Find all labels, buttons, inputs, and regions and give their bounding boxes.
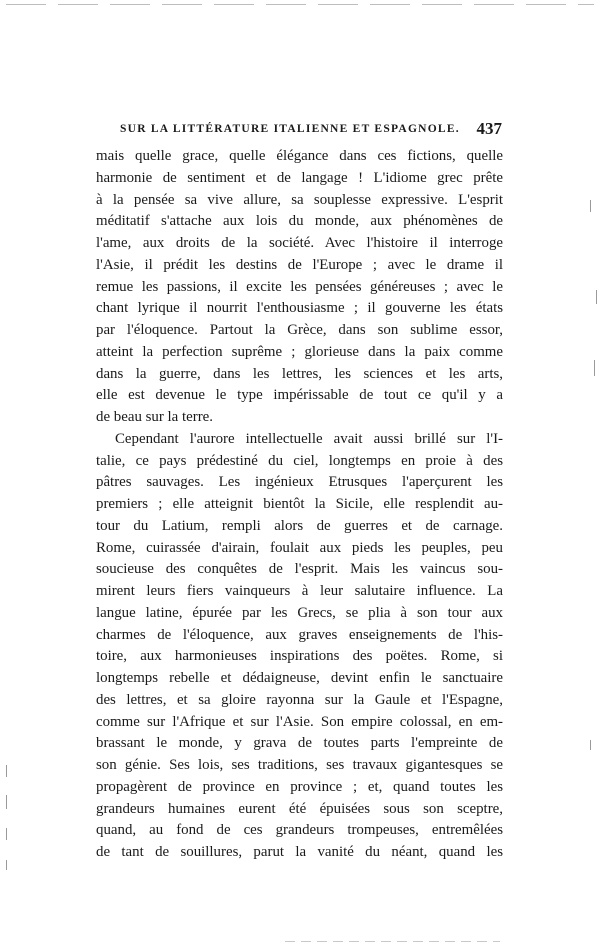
text-line: mais quelle grace, quelle élégance dans ces fictions, quelle xyxy=(96,148,503,164)
margin-mark xyxy=(6,828,7,840)
text-line: son génie. Ses lois, ses traditions, ses travaux gigantesques se xyxy=(96,757,503,773)
text-line: soucieuse des conquêtes de l'esprit. Mais les vaincus sou- xyxy=(96,561,503,578)
page-number: 437 xyxy=(476,119,502,138)
margin-mark xyxy=(6,765,7,777)
text-line: langue latine, épurée par les Grecs, se plia à son tour aux xyxy=(96,604,503,621)
text-line: charmes de l'éloquence, aux graves enseignements de l'his- xyxy=(96,626,503,643)
paragraph xyxy=(96,429,503,864)
text-line: l'ame, aux droits de la société. Avec l'histoire il interroge xyxy=(96,235,503,251)
margin-mark xyxy=(6,795,7,809)
margin-mark xyxy=(596,290,597,304)
text-line: premiers ; elle atteignit bientôt la Sicile, elle resplendit au- xyxy=(96,496,503,512)
text-line: remue les passions, il excite les pensées généreuses ; avec le xyxy=(96,278,503,295)
text-line: de beau sur la terre. xyxy=(96,409,213,425)
text-line: atteint la perfection suprême ; glorieuse dans la paix comme xyxy=(96,343,503,360)
text-line: harmonie de sentiment et de langage ! L'idiome grec prête xyxy=(96,169,503,186)
text-line: des lettres, et sa gloire rayonna sur la Gaule et l'Espagne, xyxy=(96,691,503,708)
text-line: toire, aux harmonieuses inspirations des poëtes. Rome, si xyxy=(96,648,503,665)
text-line: par l'éloquence. Partout la Grèce, dans son sublime essor, xyxy=(96,322,503,338)
margin-mark xyxy=(590,740,591,750)
text-line: tour du Latium, rempli alors de guerres et de carnage. xyxy=(96,517,503,534)
text-line: l'Asie, il prédit les destins de l'Europe ; avec le drame il xyxy=(96,256,503,273)
text-line: quand, au fond de ces grandeurs trompeuses, entremêlées xyxy=(96,822,503,839)
text-line: propagèrent de province en province ; et, quand toutes les xyxy=(96,778,503,795)
running-head-title: SUR LA LITTÉRATURE ITALIENNE ET ESPAGNOLE. xyxy=(120,123,460,135)
body-text xyxy=(96,146,503,864)
text-line: comme sur l'Afrique et sur l'Asie. Son empire colossal, en em- xyxy=(96,713,503,730)
text-line: de tant de souillures, parut la vanité du néant, quand les xyxy=(96,844,503,860)
margin-mark xyxy=(6,860,7,870)
text-line: talie, ce pays prédestiné du ciel, longtemps en proie à des xyxy=(96,452,503,469)
text-line: grandeurs humaines eurent été épuisées sous son sceptre, xyxy=(96,800,503,817)
scan-top-edge xyxy=(6,4,594,5)
text-line: pâtres sauvages. Les ingénieux Etrusques l'aperçurent les xyxy=(96,474,503,491)
text-line: brassant le monde, y grava de toutes parts l'empreinte de xyxy=(96,735,503,752)
margin-mark xyxy=(590,200,591,212)
text-line: méditatif s'attache aux lois du monde, aux phénomènes de xyxy=(96,213,503,230)
scan-bottom-edge xyxy=(285,941,500,942)
text-line: dans la guerre, dans les lettres, les sciences et les arts, xyxy=(96,365,503,382)
paragraph xyxy=(96,146,503,429)
text-line: chant lyrique il nourrit l'enthousiasme ; il gouverne les états xyxy=(96,300,503,317)
text-line: Cependant l'aurore intellectuelle avait aussi brillé sur l'I- xyxy=(115,430,503,447)
text-line: Rome, cuirassée d'airain, foulait aux pieds les peuples, peu xyxy=(96,539,503,556)
text-line: mirent leurs fiers vainqueurs à leur salutaire influence. La xyxy=(96,583,503,599)
text-line: à la pensée sa vive allure, sa souplesse expressive. L'esprit xyxy=(96,191,503,208)
text-line: elle est devenue le type impérissable de tout ce qu'il y a xyxy=(96,387,503,404)
running-head xyxy=(120,121,502,141)
text-line: longtemps rebelle et dédaigneuse, devint enfin le sanctuaire xyxy=(96,670,503,686)
margin-mark xyxy=(594,360,595,376)
